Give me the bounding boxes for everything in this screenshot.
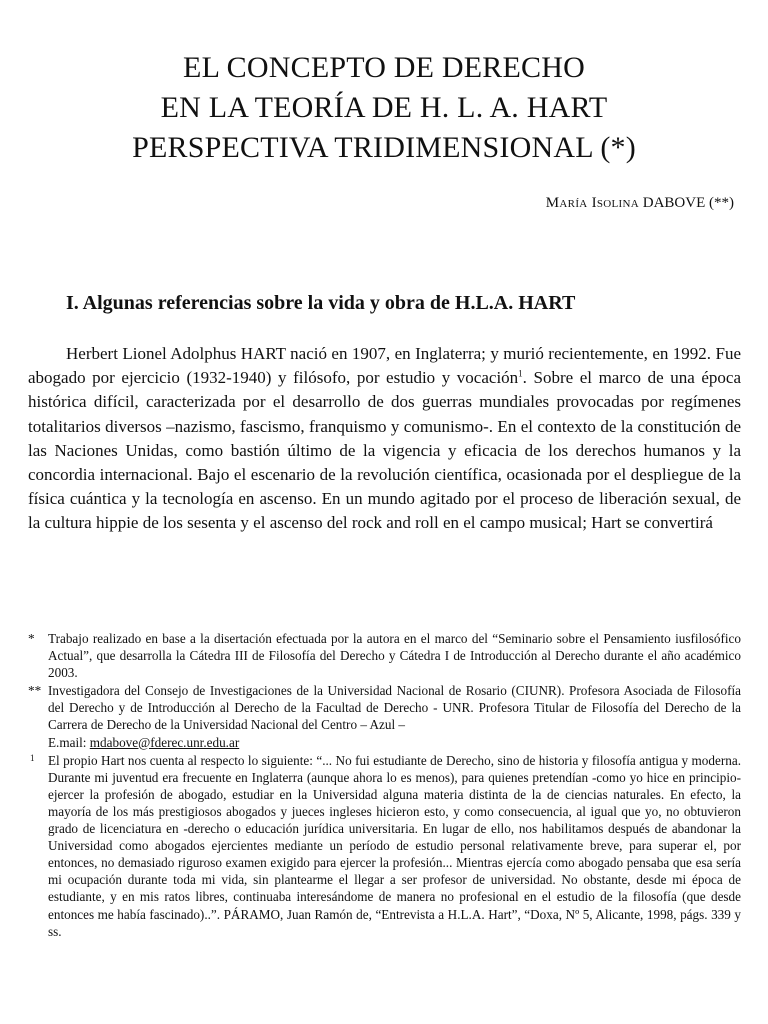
title-line-3: PERSPECTIVA TRIDIMENSIONAL (*) (132, 131, 636, 164)
document-title (0, 48, 768, 168)
footnote-text: Investigadora del Consejo de Investigaciones de la Universidad Nacional de Rosario (CIUNR). Profesora Asociada de Filosofía del Derecho y de Introducción al Derecho de la Facultad de Derecho - UNR. Profesora Titular de Filosofía del Derecho de la Carrera de Derecho de la Universidad Nacional del Centro – Azul – (48, 683, 741, 733)
title-line-2: EN LA TEORÍA DE H. L. A. HART (160, 91, 608, 124)
author-given-names: María Isolina (545, 195, 639, 211)
author-surname: DABOVE (**) (642, 195, 734, 211)
footnote-double-asterisk (28, 682, 741, 750)
footnotes (28, 630, 741, 940)
author-byline (546, 193, 734, 213)
footnote-text: Trabajo realizado en base a la disertación efectuada por la autora en el marco del “Seminario sobre el Pensamiento iusfilosófico Actual”, que desarrolla la Cátedra III de Filosofía del Derecho y Cátedra I de Introducción al Derecho durante el año académico 2003. (48, 631, 741, 681)
footnote-asterisk (28, 630, 741, 681)
footnote-mark: ** (28, 683, 42, 699)
title-line-1: EL CONCEPTO DE DERECHO (183, 51, 585, 84)
footnote-mark: 1 (30, 752, 35, 763)
body-paragraph-part-2: . Sobre el marco de una época histórica difícil, caracterizada por el desarrollo de dos guerras mundiales provocadas por regímenes totalitarios diversos –nazismo, fascismo, franquismo y comunismo-. En el contexto de la constitución de las Naciones Unidas, como bastión último de la vigencia y eficacia de los derechos humanos y la concordia internacional. Bajo el escenario de la revolución científica, ocasionada por el despliegue de la física cuántica y la tecnología en ascenso. En un mundo agitado por el proceso de liberación sexual, de la cultura hippie de los sesenta y el ascenso del rock and roll en el campo musical; Hart se convertirá (28, 368, 741, 533)
footnote-mark: * (28, 631, 35, 646)
email-label: E.mail: (48, 734, 90, 750)
body-paragraph-part-1: Herbert Lionel Adolphus HART nació en 1907, en Inglaterra; y murió recientemente, en 1992. Fue abogado por ejercicio (1932-1940) y filósofo, por estudio y vocación (28, 344, 741, 388)
email-link[interactable]: mdabove@fderec.unr.edu.ar (89, 734, 240, 750)
body-paragraph (28, 342, 741, 536)
footnote-text: El propio Hart nos cuenta al respecto lo siguiente: “... No fui estudiante de Derecho, sino de historia y filosofía antigua y moderna. Durante mi juventud era frecuente en Inglaterra (aunque ahora lo es menos), para quienes pretendían -como yo hice en principio- ejercer la profesión de abogado, estudiar en la Universidad alguna materia distinta de la de ciencias naturales. En efecto, la mayoría de los más prestigiosos abogados y jueces ingleses hicieron esto, y como consecuencia, al igual que yo, no obtuvieron grado de licenciatura en -derecho o educación jurídica universitaria. En lugar de ello, nos habilitamos después de abandonar la Universidad como abogados ejercientes mediante un período de estudio personal relativamente breve, para superar el, por entonces, no demasiado riguroso examen exigido para ejercer la profesión... Mientras ejercía como abogado pensaba que esa sería mi ocupación durante toda mi vida, sin plantearme el llegar a ser profesor de universidad. No obstante, desde mi época de estudiante, y en mis ratos libres, continuaba interesándome de manera no profesional en el estudio de la filosofía (que desde entonces me había fascinado)..”. PÁRAMO, Juan Ramón de, “Entrevista a H.L.A. Hart”, “Doxa, Nº 5, Alicante, 1998, págs. 339 y ss. (48, 752, 741, 939)
section-heading: I. Algunas referencias sobre la vida y obra de H.L.A. HART (66, 292, 576, 314)
footnote-reference-1[interactable]: 1 (518, 368, 523, 379)
footnote-1 (28, 752, 741, 940)
